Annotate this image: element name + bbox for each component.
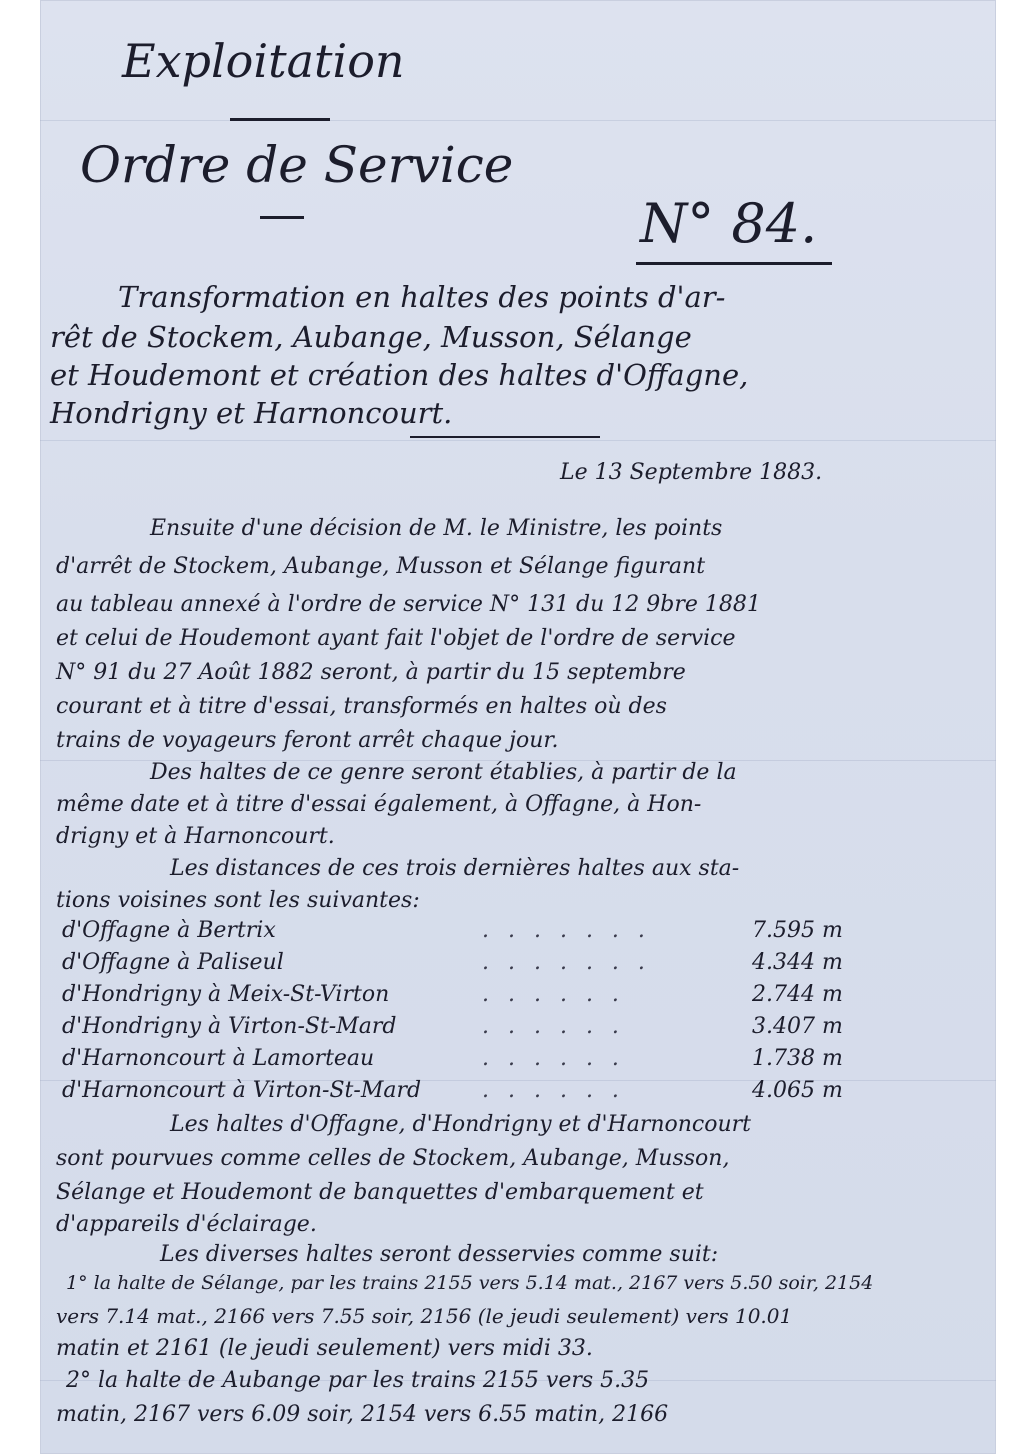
distance-value: 4.065 m	[752, 1078, 843, 1103]
distance-route: d'Hondrigny à Meix-St-Virton	[62, 982, 390, 1007]
distance-leader: . . . . . .	[482, 1014, 625, 1039]
distance-row	[62, 982, 892, 1014]
distance-value: 7.595 m	[752, 918, 843, 943]
body-line: Des haltes de ce genre seront établies, à partir de la	[150, 760, 737, 785]
ruled-line	[40, 120, 996, 121]
body-line: drigny et à Harnoncourt.	[56, 824, 335, 849]
distance-row	[62, 950, 892, 982]
document-page	[40, 0, 996, 1454]
subject-line: et Houdemont et création des haltes d'Offagne,	[50, 358, 749, 392]
subject-line: rêt de Stockem, Aubange, Musson, Sélange	[50, 320, 692, 354]
distance-row	[62, 1014, 892, 1046]
body-line: Ensuite d'une décision de M. le Ministre, les points	[150, 516, 723, 541]
body-line: courant et à titre d'essai, transformés en haltes où des	[56, 694, 667, 719]
body-line: et celui de Houdemont ayant fait l'objet de l'ordre de service	[56, 626, 736, 651]
body-line: Sélange et Houdemont de banquettes d'embarquement et	[56, 1180, 704, 1205]
distance-route: d'Offagne à Paliseul	[62, 950, 284, 975]
distance-route: d'Hondrigny à Virton-St-Mard	[62, 1014, 397, 1039]
body-line: matin, 2167 vers 6.09 soir, 2154 vers 6.55 matin, 2166	[56, 1402, 669, 1427]
distance-leader: . . . . . . .	[482, 918, 651, 943]
ruled-line	[40, 440, 996, 441]
body-line: N° 91 du 27 Août 1882 seront, à partir du 15 septembre	[56, 660, 686, 685]
title-underline	[260, 216, 304, 219]
body-line: trains de voyageurs feront arrêt chaque jour.	[56, 728, 559, 753]
body-line: d'arrêt de Stockem, Aubange, Musson et Sélange figurant	[56, 554, 706, 579]
body-line: 2° la halte de Aubange par les trains 2155 vers 5.35	[66, 1368, 650, 1393]
body-line: d'appareils d'éclairage.	[56, 1212, 317, 1237]
distance-row	[62, 1046, 892, 1078]
body-line: vers 7.14 mat., 2166 vers 7.55 soir, 2156 (le jeudi seulement) vers 10.01	[56, 1304, 793, 1328]
order-number: N° 84.	[640, 192, 818, 255]
subject-line: Transformation en haltes des points d'ar-	[118, 280, 726, 314]
distance-value: 2.744 m	[752, 982, 843, 1007]
body-line: Les diverses haltes seront desservies comme suit:	[160, 1242, 719, 1267]
distance-route: d'Harnoncourt à Virton-St-Mard	[62, 1078, 422, 1103]
distance-row	[62, 918, 892, 950]
body-line: même date et à titre d'essai également, à Offagne, à Hon-	[56, 792, 702, 817]
distance-value: 1.738 m	[752, 1046, 843, 1071]
distance-leader: . . . . . .	[482, 982, 625, 1007]
document-date: Le 13 Septembre 1883.	[560, 460, 823, 485]
body-line: sont pourvues comme celles de Stockem, Aubange, Musson,	[56, 1146, 730, 1171]
body-line: matin et 2161 (le jeudi seulement) vers midi 33.	[56, 1336, 593, 1361]
subject-line: Hondrigny et Harnoncourt.	[50, 396, 453, 430]
body-line: au tableau annexé à l'ordre de service N° 131 du 12 9bre 1881	[56, 592, 761, 617]
distance-leader: . . . . . .	[482, 1046, 625, 1071]
distance-route: d'Offagne à Bertrix	[62, 918, 276, 943]
number-underline	[636, 262, 832, 265]
distance-value: 3.407 m	[752, 1014, 843, 1039]
distance-value: 4.344 m	[752, 950, 843, 975]
body-line: tions voisines sont les suivantes:	[56, 888, 420, 913]
distance-leader: . . . . . . .	[482, 950, 651, 975]
title-underline	[230, 118, 330, 121]
body-line: 1° la halte de Sélange, par les trains 2155 vers 5.14 mat., 2167 vers 5.50 soir, 2154	[66, 1272, 874, 1294]
body-line: Les haltes d'Offagne, d'Hondrigny et d'Harnoncourt	[170, 1112, 752, 1137]
distance-leader: . . . . . .	[482, 1078, 625, 1103]
document-type-title: Ordre de Service	[80, 136, 514, 194]
body-line: Les distances de ces trois dernières haltes aux sta-	[170, 856, 740, 881]
subject-underline	[410, 436, 600, 438]
distance-row	[62, 1078, 892, 1110]
distance-route: d'Harnoncourt à Lamorteau	[62, 1046, 375, 1071]
section-title: Exploitation	[122, 34, 405, 88]
